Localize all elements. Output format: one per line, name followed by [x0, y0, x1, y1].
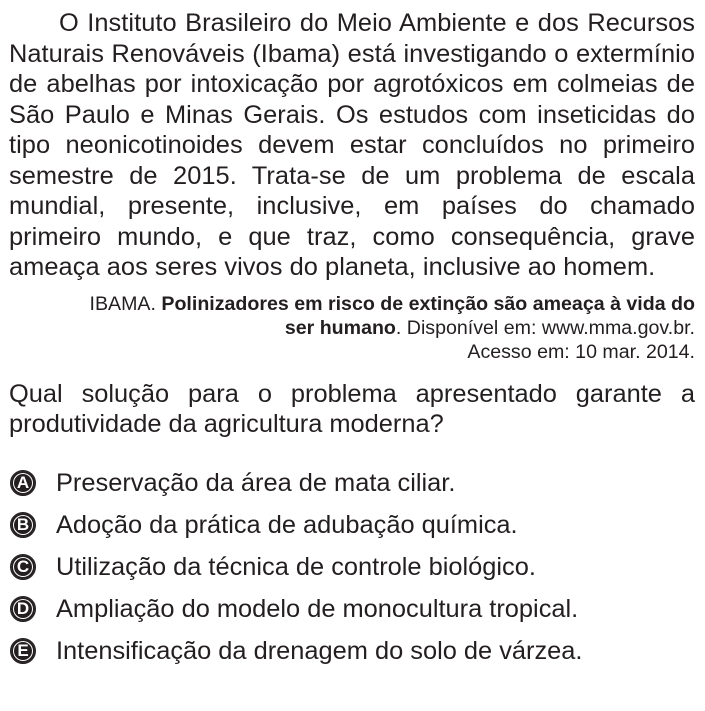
option-d[interactable]	[9, 588, 695, 630]
option-b-text: Adoção da prática de adubação química.	[56, 510, 518, 539]
option-e-text: Intensificação da drenagem do solo de várzea.	[56, 636, 583, 665]
citation-availability: . Disponível em: www.mma.gov.br.	[395, 316, 695, 339]
question-prompt: Qual solução para o problema apresentado garante a produtividade da agricultura moderna?	[9, 379, 695, 438]
source-citation	[9, 292, 695, 364]
option-a[interactable]	[9, 462, 695, 504]
option-e[interactable]	[9, 630, 695, 672]
option-c[interactable]	[9, 546, 695, 588]
option-c-letter-badge: C	[10, 554, 36, 580]
option-a-letter-badge: A	[10, 470, 36, 496]
option-b[interactable]	[9, 504, 695, 546]
answer-options	[9, 462, 695, 672]
option-d-text: Ampliação do modelo de monocultura tropical.	[56, 594, 579, 623]
passage-text: O Instituto Brasileiro do Meio Ambiente e dos Recursos Naturais Renováveis (Ibama) está investigando o extermínio de abelhas por intoxicação por agrotóxicos em colmeias de São Paulo e Minas Gerais. Os estudos com inseticidas do tipo neonicotinoides devem estar concluídos no primeiro semestre de 2015. Trata-se de um problema de escala mundial, presente, inclusive, em países do chamado primeiro mundo, e que traz, como consequência, grave ameaça aos seres vivos do planeta, inclusive ao homem.	[9, 9, 695, 281]
option-a-text: Preservação da área de mata ciliar.	[56, 468, 456, 497]
option-b-letter-badge: B	[10, 512, 36, 538]
citation-access: Acesso em: 10 mar. 2014.	[467, 340, 695, 363]
option-e-letter-badge: E	[10, 638, 36, 664]
citation-title: Polinizadores em risco de extinção são ameaça à vida do ser humano	[161, 292, 695, 339]
option-c-text: Utilização da técnica de controle biológico.	[56, 552, 536, 581]
option-d-letter-badge: D	[10, 596, 36, 622]
citation-author: IBAMA.	[89, 292, 156, 315]
